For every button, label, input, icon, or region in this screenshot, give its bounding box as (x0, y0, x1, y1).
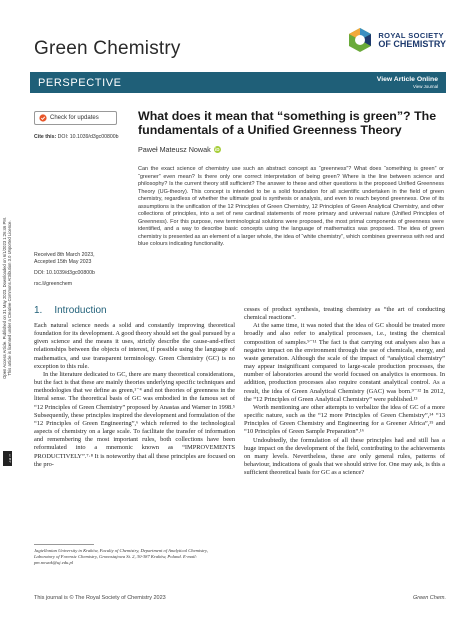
author (138, 145, 221, 154)
rsc-link[interactable]: rsc.li/greenchem (34, 281, 73, 287)
section-heading (34, 305, 107, 316)
view-article-online-link[interactable]: View Article Online (376, 75, 438, 83)
page-footer (34, 595, 446, 601)
publisher-logo[interactable] (347, 27, 446, 53)
open-access-notice (0, 118, 14, 478)
open-access-line-2[interactable]: This article is licensed under a Creative Commons Attribution 3.0 Unported Licence. (7, 220, 12, 376)
orcid-icon[interactable]: iD (214, 147, 220, 152)
open-access-text (2, 217, 12, 379)
view-journal-link[interactable]: View Journal (412, 83, 438, 89)
footer-copyright: This journal is © The Royal Society of Chemistry 2023 (34, 595, 166, 601)
check-for-updates-button[interactable] (34, 111, 117, 125)
affiliation-divider (34, 544, 94, 545)
open-access-line-1: Open Access Article. Published on 31 May 2023. Downloaded on 6/1/2023 1:26:46 PM. (2, 217, 7, 379)
accepted-date: Accepted 15th May 2023 (34, 259, 92, 265)
paragraph: At the same time, it was noted that the idea of GC should be treated more broadly and also refer to analytical processes, i.e., testing the chemical composition of samples.⁹⁻¹¹ The fact is that carrying out analyses also has a negative impact on the environment through the use of chemicals, energy, and waste generation. Although the scale of the impact of “analytical chemistry” may appear insignificant compared to large-scale production processes, the number of laboratories around the world focused on analytics is enormous. In addition, production processes also require constant analytical control. As a result, the idea of Green Analytical Chemistry (GAC) was born.⁹⁻¹² In 2012, the “12 Principles of Green Analytical Chemistry” were published.¹³ (244, 322, 445, 403)
footer-journal: Green Chem. (412, 595, 446, 601)
journal-title: Green Chemistry (34, 38, 181, 59)
body-column-right (244, 306, 445, 477)
article-type: PERSPECTIVE (38, 76, 122, 89)
paragraph: Each natural science needs a solid and constantly improving theoretical foundation for its development. A good theory should set the goal pursued by a given science and the means it uses, strictly describe the cause-and-effect relationships between the objects of interest, if possible using the language of mathematics, and use transparent terminology. Green Chemistry (GC) is no exception to this rule. (34, 322, 235, 370)
author-affiliation: Jagiellonian University in Kraków, Faculty of Chemistry, Department of Analytical Chemistry, Laboratory of Forensic Chemistry, Gronostajowa St. 2, 30-387 Kraków, Poland. E-mail: pm.nowak@uj.edu.pl (34, 548, 208, 566)
article-type-banner (30, 72, 446, 93)
body-column-left (34, 322, 235, 469)
check-updates-label: Check for updates (50, 115, 99, 121)
publisher-name (378, 31, 446, 49)
abstract: Can the exact science of chemistry use such an abstract concept as “greenness”? What does “something is green” or “greener” even mean? Is there only one correct interpretation of being green? Where is the line between science and philosophy? Is the current theory still sufficient? The answer to these and other questions is the proposed Unified Greenness Theory (UG-theory). This concept is intended to be a solid foundation for all scientific undertaken in the field of green chemistry, regardless of whether the ultimate goal is synthesis or analysis, and even to reach beyond greenness. One of its assumptions is the unification of the 12 Principles of Green Chemistry, 12 Principles of Green Analytical Chemistry, and other collections of principles, into a set of new cardinal statements of more primary and universal nature (Unified Principles of Greenness). For this purpose, new terminological solutions were proposed, the most primal components of greenness were identified, and a way to describe basic concepts using the language of mathematics was proposed. The idea of green chemistry is presented as an element of a larger whole, the idea of “white chemistry”, which combines greenness with red and blue colours indicating functionality. (138, 166, 445, 248)
view-links (377, 76, 438, 90)
paragraph: cesses of product synthesis, treating chemistry as “the art of conducting chemical reactions”. (244, 306, 445, 322)
publisher-line-1: ROYAL SOCIETY (378, 31, 444, 40)
author-name: Paweł Mateusz Nowak (138, 145, 211, 154)
received-date: Received 8th March 2023, (34, 252, 95, 258)
cite-doi[interactable]: DOI: 10.1039/d3gc00800b (57, 134, 119, 140)
cite-label: Cite this: (34, 134, 57, 140)
paragraph: Worth mentioning are other attempts to verbalize the idea of GC of a more specific nature, such as the “12 more Principles of Green Chemistry”,¹⁴ “13 Principles of Green Chemistry and Engineering for a Greener Africa”,¹⁵ and “10 Principles of Green Sample Preparation”.¹⁶ (244, 403, 445, 436)
article-title: What does it mean that “something is green”? The fundamentals of a Unified Greenness Theory (138, 109, 437, 137)
section-title: Introduction (54, 305, 107, 316)
paragraph: Undoubtedly, the formulation of all these principles had and still has a huge impact on the development of the field, contributing to the achievements on many levels. Nevertheless, these are only general rules, patterns of behaviour, indications of goals that we should strive for. One may ask, is this a sufficient theoretical basis for GC as a science? (244, 436, 445, 477)
rsc-hex-logo-icon (347, 27, 373, 53)
cc-license-badge[interactable]: cc BY (3, 451, 12, 466)
check-updates-icon (39, 114, 47, 122)
publisher-line-2: OF CHEMISTRY (378, 39, 446, 49)
paragraph: In the literature dedicated to GC, there are many theoretical considerations, but the fact is that these are mainly theories underlying specific techniques and methodologies that we define as green,¹⁻⁴ and not theories of greenness in the literal sense. The theoretical basis of GC was embodied in the famous set of “12 Principles of Green Chemistry” proposed by Anastas and Warner in 1998.⁵ Subsequently, these principles inspired the development and formulation of the “12 Principles of Green Engineering”,⁶ which referred to the technological aspects of chemistry on a large scale. To facilitate the transfer of information and remembering the most important rules, both collections have been reformulated into a mnemonic known as “IMPROVEMENTS PRODUCTIVELY”.⁷·⁸ It is noteworthy that all these principles are focused on the pro- (34, 370, 235, 468)
doi[interactable]: DOI: 10.1039/d3gc00800b (34, 270, 95, 276)
section-number: 1. (34, 305, 43, 316)
cite-this (34, 134, 119, 141)
article-history (34, 252, 95, 288)
